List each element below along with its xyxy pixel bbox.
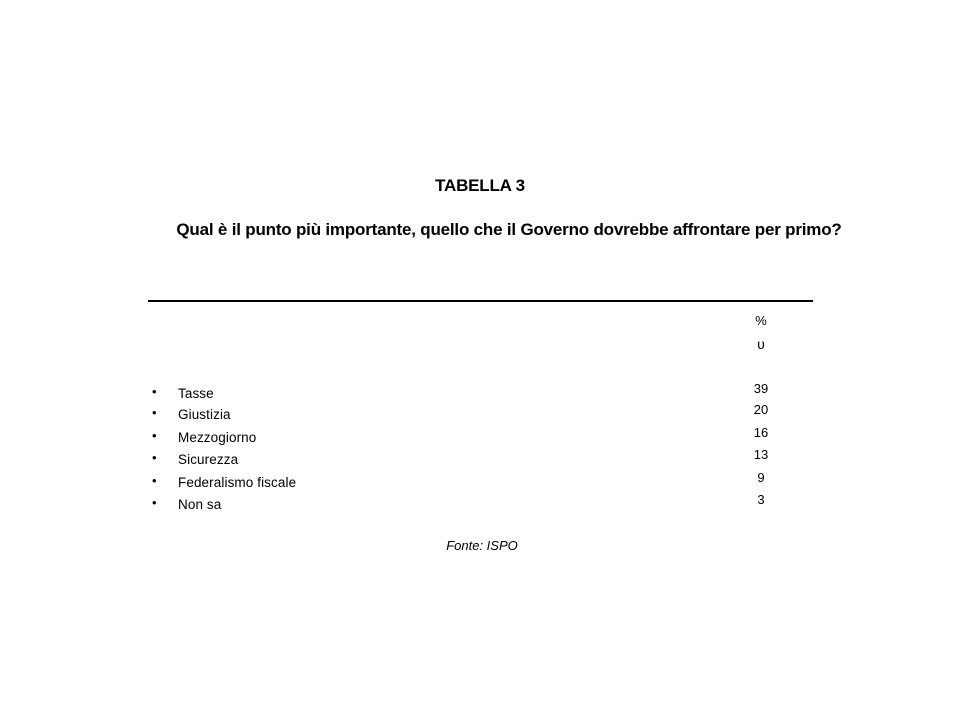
row-value: 13 — [753, 447, 769, 462]
source-note: Fonte: ISPO — [446, 538, 518, 553]
row-label: Sicurezza — [178, 452, 239, 467]
table-question: Qual è il punto più importante, quello che il Governo dovrebbe affrontare per primo? — [176, 220, 842, 239]
row-label: Giustizia — [178, 407, 231, 422]
bullet-icon: • — [152, 473, 157, 488]
row-value: 20 — [753, 402, 769, 417]
row-value: 39 — [753, 381, 769, 396]
bullet-icon: • — [152, 495, 157, 510]
column-symbol: υ — [757, 336, 765, 352]
row-value: 9 — [757, 470, 765, 485]
top-rule — [148, 300, 813, 302]
table-row — [148, 447, 813, 472]
bullet-icon: • — [152, 428, 157, 443]
bullet-icon: • — [152, 384, 157, 399]
row-label: Mezzogiorno — [178, 430, 257, 445]
row-value: 3 — [757, 492, 765, 507]
percent-column-header: % — [755, 313, 767, 328]
row-label: Non sa — [178, 497, 222, 512]
table-row — [148, 470, 813, 495]
table-row — [148, 381, 813, 406]
table-title: TABELLA 3 — [435, 176, 525, 195]
table-row — [148, 425, 813, 450]
row-value: 16 — [753, 425, 769, 440]
table-row — [148, 402, 813, 427]
row-label: Tasse — [178, 386, 214, 401]
bullet-icon: • — [152, 450, 157, 465]
table-row — [148, 492, 813, 517]
row-label: Federalismo fiscale — [178, 475, 297, 490]
bullet-icon: • — [152, 405, 157, 420]
